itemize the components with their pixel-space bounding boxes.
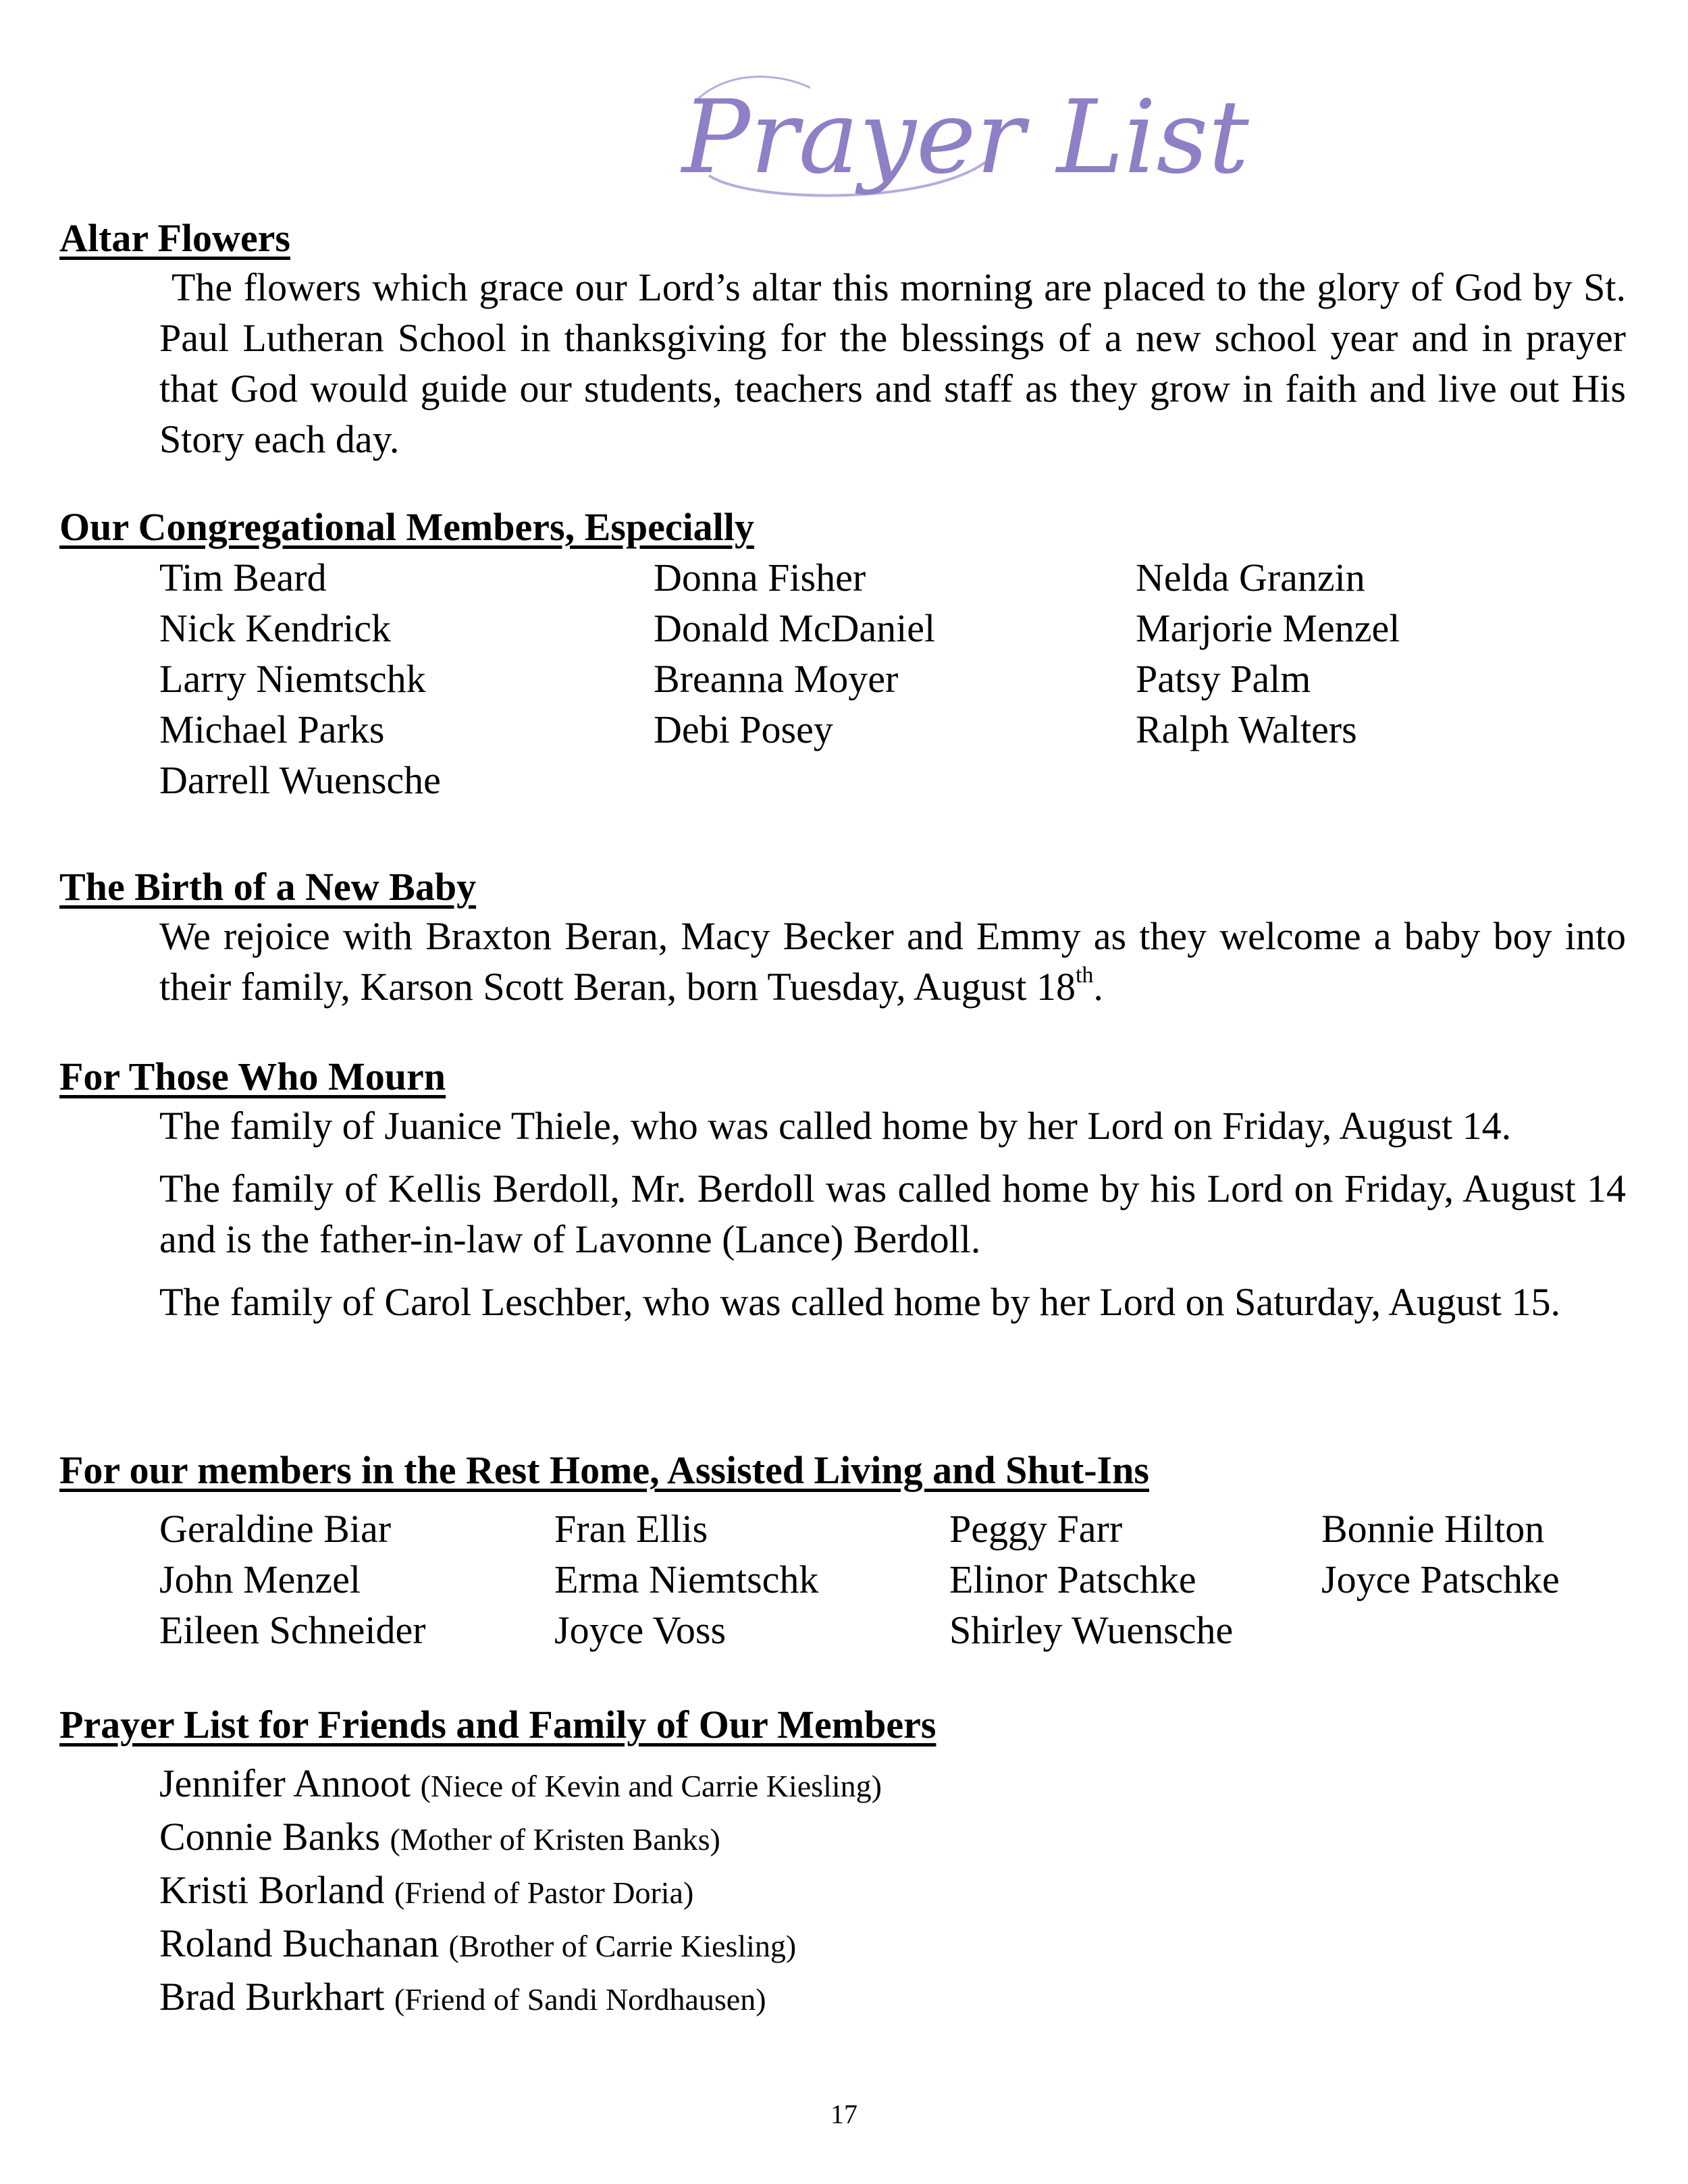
altar-flowers-section <box>59 215 1626 464</box>
list-item <box>159 1758 1626 1811</box>
friend-name: Roland Buchanan <box>159 1921 439 1965</box>
friend-name: Connie Banks <box>159 1815 381 1859</box>
member-name: Elinor Patschke <box>949 1557 1196 1601</box>
mourn-heading: For Those Who Mourn <box>59 1055 446 1098</box>
friend-name: Jennifer Annoot <box>159 1761 411 1805</box>
member-name: Bonnie Hilton <box>1321 1507 1545 1551</box>
altar-flowers-text: The flowers which grace our Lord’s altar this morning are placed to the glory of God by St. Paul Lutheran School in thanksgiving for the blessings of a new school year and in prayer that God would guide our students, teachers and staff as they grow in faith and live out His Story each day. <box>159 265 1626 461</box>
friend-relation: (Mother of Kristen Banks) <box>390 1822 720 1857</box>
list-item <box>159 1865 1626 1918</box>
altar-flowers-heading: Altar Flowers <box>59 216 290 260</box>
member-name: Darrell Wuensche <box>159 758 441 802</box>
friends-family-heading: Prayer List for Friends and Family of Our Members <box>59 1703 937 1747</box>
friend-relation: (Niece of Kevin and Carrie Kiesling) <box>420 1769 882 1803</box>
list-item <box>159 1811 1626 1865</box>
birth-text <box>159 911 1626 1012</box>
birth-text-main: We rejoice with Braxton Beran, Macy Becker and Emmy as they welcome a baby boy into their family, Karson Scott Beran, born Tuesday, August 18 <box>159 914 1626 1009</box>
mourn-paragraph: The family of Carol Leschber, who was called home by her Lord on Saturday, August 15. <box>159 1280 1560 1324</box>
birth-text-end: . <box>1093 965 1103 1009</box>
member-name: Marjorie Menzel <box>1136 606 1400 650</box>
member-name: Fran Ellis <box>554 1507 708 1551</box>
friend-relation: (Brother of Carrie Kiesling) <box>448 1929 797 1963</box>
member-name: Eileen Schneider <box>159 1608 426 1652</box>
member-name: Nick Kendrick <box>159 606 392 650</box>
birth-heading: The Birth of a New Baby <box>59 865 477 909</box>
friend-name: Kristi Borland <box>159 1868 385 1912</box>
friend-relation: (Friend of Sandi Nordhausen) <box>394 1982 766 2017</box>
member-name: Nelda Granzin <box>1136 556 1365 600</box>
mourn-paragraph: The family of Kellis Berdoll, Mr. Berdoll was called home by his Lord on Friday, August 14 and is the father-in-law of Lavonne (Lance) Berdoll. <box>159 1167 1626 1261</box>
birth-section <box>59 863 1626 1012</box>
member-name: Breanna Moyer <box>654 657 899 701</box>
member-name: John Menzel <box>159 1557 361 1601</box>
rest-home-names <box>159 1503 1626 1655</box>
member-name: Donna Fisher <box>654 556 866 600</box>
member-name: Larry Niemtschk <box>159 657 426 701</box>
page-number: 17 <box>830 2099 858 2129</box>
member-name: Debi Posey <box>654 708 833 751</box>
member-name: Erma Niemtschk <box>554 1557 819 1601</box>
friend-name: Brad Burkhart <box>159 1975 385 2019</box>
member-name: Joyce Voss <box>554 1608 727 1652</box>
prayer-list-logo <box>668 61 1249 216</box>
birth-ordinal: th <box>1075 963 1094 988</box>
list-item <box>159 1971 1626 2025</box>
member-name: Donald McDaniel <box>654 606 936 650</box>
congregational-names <box>159 552 1626 805</box>
member-name: Ralph Walters <box>1136 708 1357 751</box>
rest-home-heading: For our members in the Rest Home, Assisted Living and Shut-Ins <box>59 1448 1149 1492</box>
member-name: Tim Beard <box>159 556 327 600</box>
friends-family-section <box>59 1701 1626 2025</box>
member-name: Patsy Palm <box>1136 657 1311 701</box>
member-name: Peggy Farr <box>949 1507 1123 1551</box>
list-item <box>159 1918 1626 1971</box>
mourn-paragraph: The family of Juanice Thiele, who was called home by her Lord on Friday, August 14. <box>159 1104 1512 1148</box>
friends-family-list <box>59 1758 1626 2025</box>
logo-text: Prayer List <box>682 79 1249 196</box>
member-name: Shirley Wuensche <box>949 1608 1234 1652</box>
friend-relation: (Friend of Pastor Doria) <box>394 1875 694 1910</box>
rest-home-section <box>59 1447 1626 1655</box>
congregational-heading: Our Congregational Members, Especially <box>59 505 754 549</box>
mourn-section <box>59 1053 1626 1327</box>
member-name: Joyce Patschke <box>1321 1557 1560 1601</box>
member-name: Michael Parks <box>159 708 385 751</box>
member-name: Geraldine Biar <box>159 1507 392 1551</box>
congregational-section <box>59 504 1626 805</box>
